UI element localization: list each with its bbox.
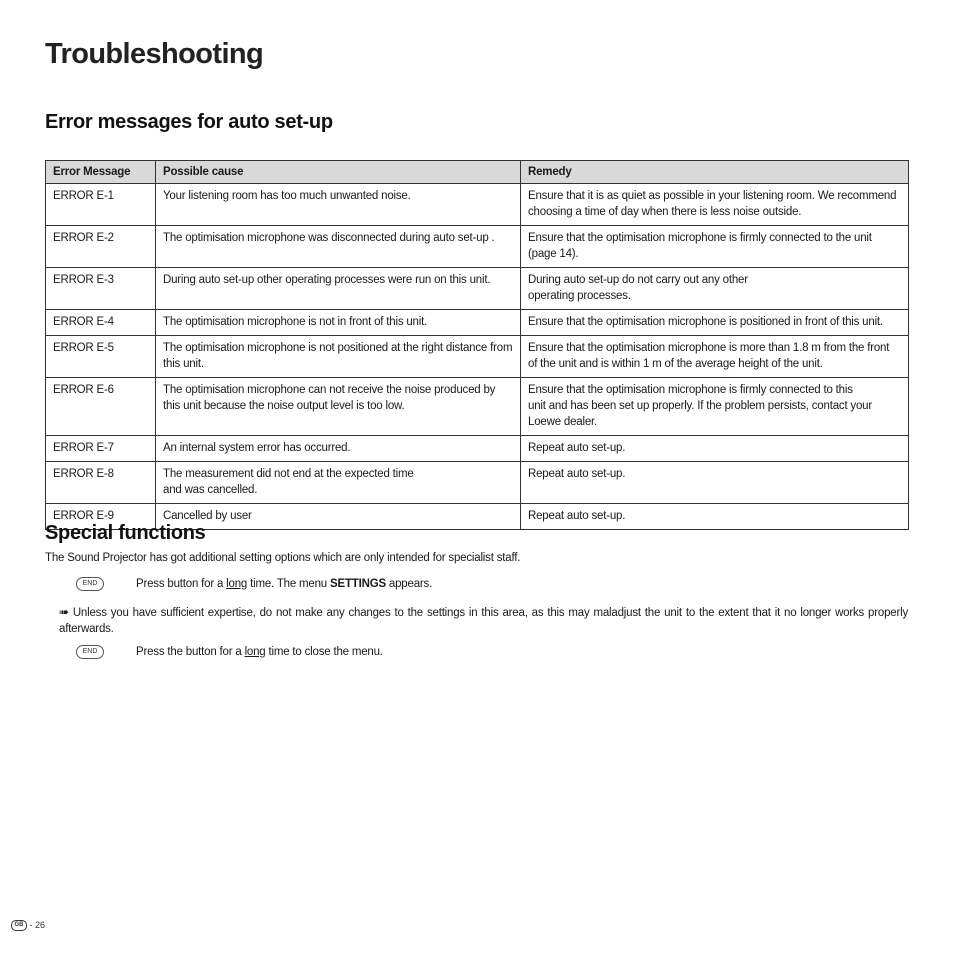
table-row (46, 378, 909, 436)
error-code-cell: ERROR E-2 (46, 226, 156, 268)
error-code-cell: ERROR E-1 (46, 184, 156, 226)
step-close-menu (136, 646, 383, 658)
error-code-cell: ERROR E-9 (46, 504, 156, 530)
settings-menu-name: SETTINGS (330, 578, 386, 590)
arrow-icon: ➠ (59, 605, 69, 619)
cause-cell: Cancelled by user (156, 504, 521, 530)
remedy-cell: Repeat auto set-up. (521, 504, 909, 530)
error-code-cell: ERROR E-8 (46, 462, 156, 504)
table-row (46, 336, 909, 378)
cause-cell: During auto set-up other operating processes were run on this unit. (156, 268, 521, 310)
end-button-icon: END (76, 645, 104, 659)
step-open-settings (136, 578, 432, 590)
column-header-possible-cause: Possible cause (156, 161, 521, 184)
remedy-cell: Ensure that it is as quiet as possible in your listening room. We recommend choosing a time of day when there is less noise outside. (521, 184, 909, 226)
step-text: Press the button for a (136, 646, 245, 658)
page-footer (11, 920, 45, 931)
step-text: time to close the menu. (265, 646, 383, 658)
remedy-cell: Repeat auto set-up. (521, 462, 909, 504)
table-row (46, 268, 909, 310)
warning-note (59, 604, 908, 637)
end-button-icon: END (76, 577, 104, 591)
table-row (46, 226, 909, 268)
step-text: Press button for a (136, 578, 227, 590)
table-row (46, 310, 909, 336)
cause-cell: The optimisation microphone is not in front of this unit. (156, 310, 521, 336)
special-functions-title: Special functions (45, 522, 206, 544)
remedy-cell: Repeat auto set-up. (521, 436, 909, 462)
table-row (46, 184, 909, 226)
error-section-title: Error messages for auto set-up (45, 111, 333, 133)
column-header-remedy: Remedy (521, 161, 909, 184)
table-header-row (46, 161, 909, 184)
remedy-cell: Ensure that the optimisation microphone is more than 1.8 m from the front of the unit and is within 1 m of the average height of the unit. (521, 336, 909, 378)
step-emphasis: long (226, 578, 248, 590)
column-header-error-message: Error Message (46, 161, 156, 184)
error-table (45, 160, 909, 530)
step-emphasis: long (244, 646, 266, 658)
page-title: Troubleshooting (45, 38, 264, 70)
error-code-cell: ERROR E-7 (46, 436, 156, 462)
cause-cell: An internal system error has occurred. (156, 436, 521, 462)
remedy-cell: Ensure that the optimisation microphone is firmly connected to this unit and has been set up properly. If the problem persists, contact your Loewe dealer. (521, 378, 909, 436)
table-row (46, 436, 909, 462)
cause-cell: The optimisation microphone is not positioned at the right distance from this unit. (156, 336, 521, 378)
cause-cell: The measurement did not end at the expected time and was cancelled. (156, 462, 521, 504)
cause-cell: The optimisation microphone can not receive the noise produced by this unit because the noise output level is too low. (156, 378, 521, 436)
remedy-cell: Ensure that the optimisation microphone is firmly connected to the unit (page 14). (521, 226, 909, 268)
error-code-cell: ERROR E-3 (46, 268, 156, 310)
error-code-cell: ERROR E-4 (46, 310, 156, 336)
page-number: - 26 (29, 920, 46, 930)
step-text: time. The menu (247, 578, 331, 590)
error-code-cell: ERROR E-6 (46, 378, 156, 436)
special-functions-intro: The Sound Projector has got additional setting options which are only intended for specialist staff. (45, 552, 521, 564)
error-code-cell: ERROR E-5 (46, 336, 156, 378)
gb-language-badge: GB (11, 920, 27, 931)
remedy-cell: Ensure that the optimisation microphone is positioned in front of this unit. (521, 310, 909, 336)
warning-text: Unless you have sufficient expertise, do not make any changes to the settings in this area, as this may maladjust the unit to the extent that it no longer works properly afterwards. (59, 607, 908, 635)
step-text: appears. (385, 578, 433, 590)
cause-cell: Your listening room has too much unwanted noise. (156, 184, 521, 226)
remedy-cell: During auto set-up do not carry out any other operating processes. (521, 268, 909, 310)
table-row (46, 462, 909, 504)
cause-cell: The optimisation microphone was disconnected during auto set-up . (156, 226, 521, 268)
